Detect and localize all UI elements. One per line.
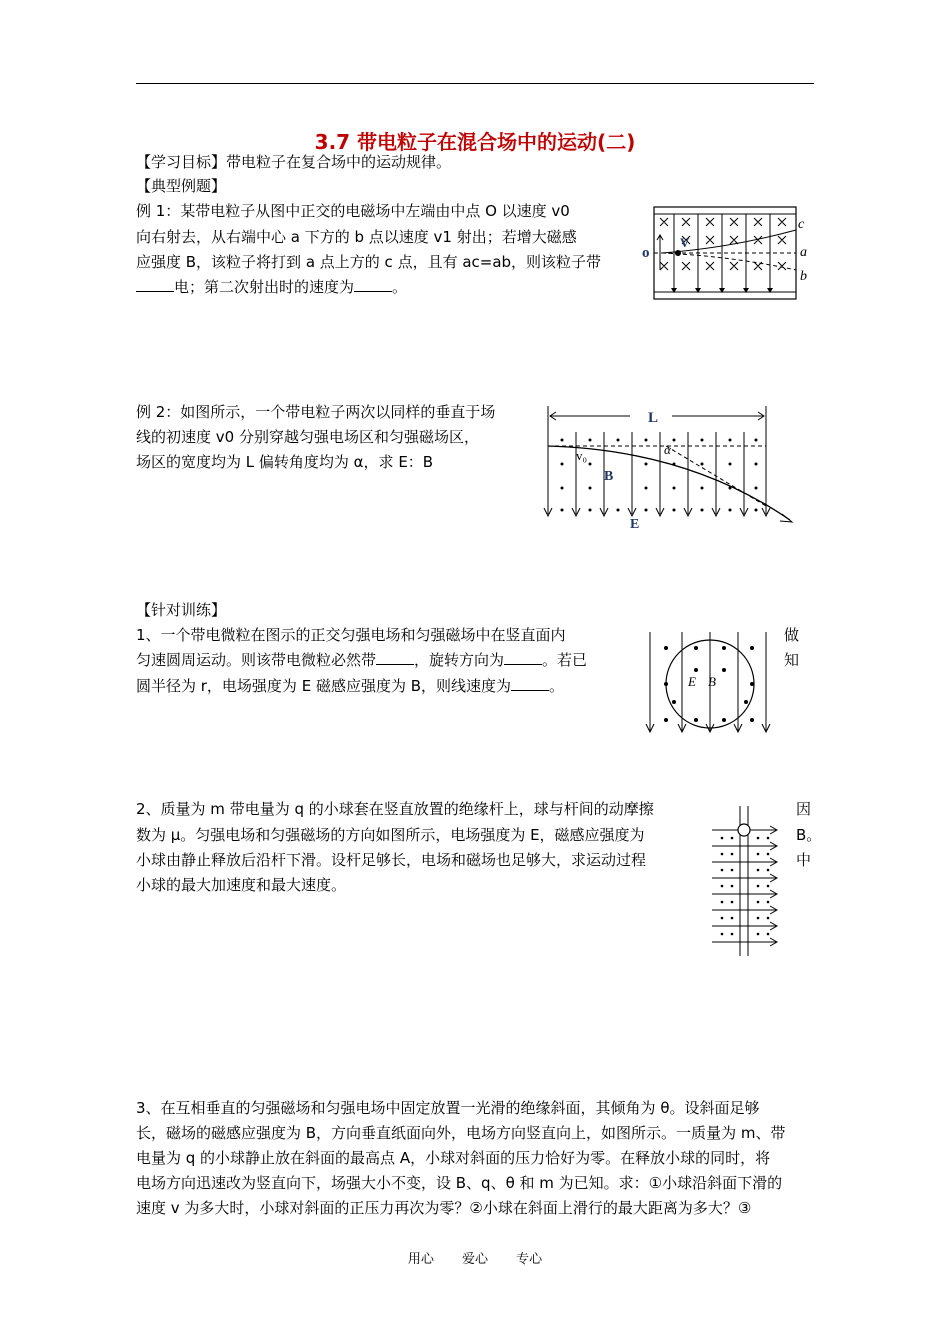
q2-line-3-tail: 中 xyxy=(796,851,812,869)
q2-line-3: 小球由静止释放后沿杆下滑。设杆足够长，电场和磁场也足够大，求运动过程 xyxy=(136,851,647,869)
ex2-line-2: 线的初速度 v0 分别穿越匀强电场区和匀强磁场区， xyxy=(136,428,479,446)
ex2-line-3: 场区的宽度均为 L 偏转角度均为 α，求 E：B xyxy=(136,453,434,471)
ex1-field-figure xyxy=(640,200,820,305)
answer-blank xyxy=(504,650,542,665)
ex2-line-1: 例 2：如图所示，一个带电粒子两次以同样的垂直于场 xyxy=(136,403,496,421)
ex1-line-3: 应强度 B，该粒子将打到 a 点上方的 c 点，且有 ac=ab，则该粒子带 xyxy=(136,253,602,271)
q1-line-1-tail: 做 xyxy=(784,626,800,644)
label-E: E xyxy=(688,674,696,689)
q1-line-2: 匀速圆周运动。则该带电微粒必然带 ，旋转方向为 。若已 xyxy=(136,651,588,669)
q1-line-1: 1、一个带电微粒在图示的正交匀强电场和匀强磁场中在竖直面内 xyxy=(136,626,566,644)
q3-line-3: 电量为 q 的小球静止放在斜面的最高点 A，小球对斜面的压力恰好为零。在释放小球的同时，将 xyxy=(136,1149,771,1167)
ex2-field-figure xyxy=(538,402,800,532)
label-v0: v₀ xyxy=(576,448,588,463)
label-v: V xyxy=(680,235,690,250)
q3-line-2: 长，磁场的磁感应强度为 B，方向垂直纸面向外，电场方向竖直向上，如图所示。一质量为 m、带 xyxy=(136,1124,786,1142)
q3-line-1: 3、在互相垂直的匀强磁场和匀强电场中固定放置一光滑的绝缘斜面，其倾角为 θ。设斜面足够 xyxy=(136,1099,760,1117)
label-E: E xyxy=(630,517,640,532)
learning-goal: 【学习目标】带电粒子在复合场中的运动规律。 xyxy=(136,153,452,171)
q1-line-3: 圆半径为 r，电场强度为 E 磁感应强度为 B，则线速度为 。 xyxy=(136,677,565,695)
label-B: B xyxy=(604,469,614,484)
label-b: b xyxy=(800,269,807,284)
answer-blank xyxy=(376,650,414,665)
answer-blank xyxy=(354,277,392,292)
q3-line-4: 电场方向迅速改为竖直向下，场强大小不变，设 B、q、θ 和 m 为已知。求：①小球沿斜面下滑的 xyxy=(136,1174,783,1192)
training-header: 【针对训练】 xyxy=(136,601,227,619)
label-B: B xyxy=(708,674,716,689)
label-o: o xyxy=(642,245,650,261)
page-footer: 用心 爱心 专心 xyxy=(407,1252,543,1267)
header-rule xyxy=(136,83,814,84)
label-L: L xyxy=(648,410,659,426)
answer-blank xyxy=(136,277,174,292)
ex1-line-2: 向右射去，从右端中心 a 下方的 b 点以速度 v1 射出；若增大磁感 xyxy=(136,228,577,246)
q2-line-1: 2、质量为 m 带电量为 q 的小球套在竖直放置的绝缘杆上，球与杆间的动摩擦 xyxy=(136,800,654,818)
q2-line-2-tail: B。 xyxy=(796,826,822,844)
label-alpha: α xyxy=(664,442,671,457)
page-title: 3.7 带电粒子在混合场中的运动(二) xyxy=(314,130,636,154)
ex1-line-1: 例 1：某带电粒子从图中正交的电磁场中左端由中点 O 以速度 v0 xyxy=(136,202,570,220)
answer-blank xyxy=(511,676,549,691)
q2-line-2: 数为 μ。匀强电场和匀强磁场的方向如图所示，电场强度为 E，磁感应强度为 xyxy=(136,826,645,844)
q2-rod-figure xyxy=(706,802,788,960)
q2-line-1-tail: 因 xyxy=(796,800,812,818)
examples-header: 【典型例题】 xyxy=(136,177,227,195)
q1-line-2-tail: 知 xyxy=(784,651,800,669)
q3-line-5: 速度 v 为多大时，小球对斜面的正压力再次为零？②小球在斜面上滑行的最大距离为多大？③ xyxy=(136,1199,752,1217)
q1-field-figure xyxy=(644,628,774,738)
ex1-line-4: 电；第二次射出时的速度为 。 xyxy=(136,277,407,297)
label-a: a xyxy=(800,245,807,260)
q2-line-4: 小球的最大加速度和最大速度。 xyxy=(136,876,347,894)
label-c: c xyxy=(798,217,805,232)
